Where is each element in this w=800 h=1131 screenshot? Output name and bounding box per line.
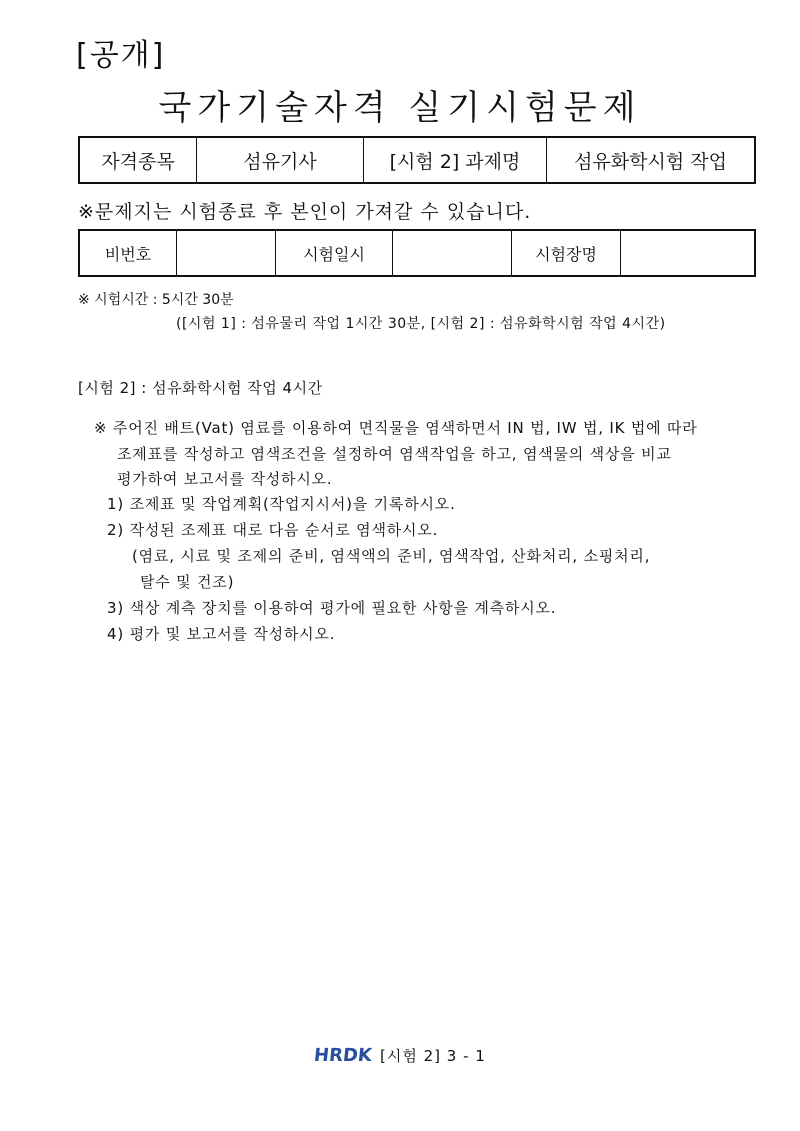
number-label: 비번호 [79, 230, 177, 276]
qualification-label: 자격종목 [79, 137, 197, 183]
section-title: [시험 2] : 섬유화학시험 작업 4시간 [78, 379, 323, 397]
page-title: 국가기술자격 실기시험문제 [158, 88, 642, 128]
instruction-line: 평가하여 보고서를 작성하시오. [117, 470, 333, 488]
venue-label: 시험장명 [512, 230, 621, 276]
exam-time: ※ 시험시간 : 5시간 30분 [78, 292, 234, 308]
instruction-line: ※ 주어진 배트(Vat) 염료를 이용하여 면직물을 염색하면서 IN 법, IW 법, IK 법에 따라 [94, 419, 698, 437]
instruction-step: 3) 색상 계측 장치를 이용하여 평가에 필요한 사항을 계측하시오. [107, 599, 557, 617]
qualification-value: 섬유기사 [197, 137, 364, 183]
datetime-label: 시험일시 [276, 230, 393, 276]
task-label: [시험 2] 과제명 [364, 137, 547, 183]
instruction-line: (염료, 시료 및 조제의 준비, 염색액의 준비, 염색작업, 산화처리, 소핑처리, [132, 547, 651, 565]
instruction-step: 4) 평가 및 보고서를 작성하시오. [107, 625, 336, 643]
venue-value[interactable] [621, 230, 756, 276]
number-value[interactable] [177, 230, 276, 276]
notice-text: ※문제지는 시험종료 후 본인이 가져갈 수 있습니다. [78, 201, 532, 223]
instruction-step: 2) 작성된 조제표 대로 다음 순서로 염색하시오. [107, 521, 439, 539]
instruction-line: 조제표를 작성하고 염색조건을 설정하여 염색작업을 하고, 염색물의 색상을 비교 [117, 445, 672, 463]
page-footer [0, 1045, 800, 1066]
exam-time-breakdown: ([시험 1] : 섬유물리 작업 1시간 30분, [시험 2] : 섬유화학시험 작업 4시간) [176, 316, 666, 332]
page-number: [시험 2] 3 - 1 [380, 1047, 486, 1065]
hrdk-logo: HRDK [313, 1045, 374, 1066]
datetime-value[interactable] [393, 230, 512, 276]
public-tag: [공개] [76, 38, 166, 73]
qualification-table [78, 136, 756, 184]
task-value: 섬유화학시험 작업 [547, 137, 756, 183]
candidate-table [78, 229, 756, 277]
instruction-line: 탈수 및 건조) [140, 573, 235, 591]
instruction-step: 1) 조제표 및 작업계획(작업지시서)을 기록하시오. [107, 495, 456, 513]
